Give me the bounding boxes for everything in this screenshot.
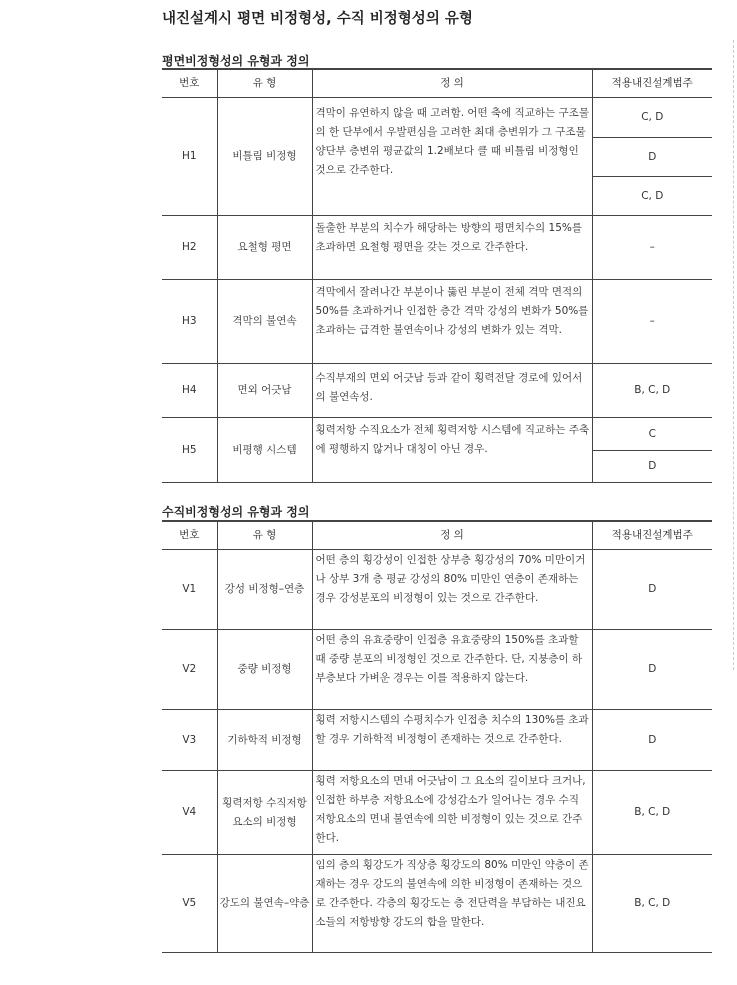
table-row xyxy=(162,98,712,138)
row-definition: 임의 층의 횡강도가 직상층 횡강도의 80% 미만인 약층이 존재하는 경우 강도의 불연속에 의한 비정형이 존재하는 것으로 간주한다. 각층의 횡강도는 층 전단력을 부담하는 내진요소들의 저항방향 강도의 합을 말한다. xyxy=(312,855,592,953)
row-definition: 횡력 저항요소의 면내 어긋남이 그 요소의 길이보다 크거나, 인접한 하부층 저항요소에 강성감소가 일어나는 경우 수직 저항요소의 면내 불연속에 의한 비정형이 있는 것으로 간주한다. xyxy=(312,771,592,855)
column-header-no: 번호 xyxy=(162,521,217,550)
page-edge-divider xyxy=(733,40,734,670)
plan-irregularity-heading: 평면비정형성의 유형과 정의 xyxy=(162,54,310,68)
row-no: V1 xyxy=(162,550,217,630)
row-type: 강성 비정형–연층 xyxy=(217,550,312,630)
row-no: H2 xyxy=(162,216,217,280)
vertical-irregularity-table xyxy=(162,520,712,953)
page-title: 내진설계시 평면 비정형성, 수직 비정형성의 유형 xyxy=(162,11,473,27)
table-row xyxy=(162,550,712,630)
row-category: D xyxy=(592,630,712,710)
column-header-definition: 정 의 xyxy=(312,521,592,550)
column-header-category: 적용내진설계범주 xyxy=(592,69,712,98)
table-row xyxy=(162,216,712,280)
row-type: 격막의 불연속 xyxy=(217,280,312,364)
row-no: V3 xyxy=(162,710,217,771)
row-category: D xyxy=(592,451,712,483)
row-type: 강도의 불연속–약층 xyxy=(217,855,312,953)
row-type: 면외 어긋남 xyxy=(217,364,312,418)
table-row xyxy=(162,771,712,855)
table-row xyxy=(162,418,712,451)
table-row xyxy=(162,710,712,771)
table-row xyxy=(162,630,712,710)
row-definition: 어떤 층의 유효중량이 인접층 유효중량의 150%를 초과할 때 중량 분포의 비정형인 것으로 간주한다. 단, 지붕층이 하부층보다 가벼운 경우는 이를 적용하지 않는다. xyxy=(312,630,592,710)
row-type: 요철형 평면 xyxy=(217,216,312,280)
column-header-no: 번호 xyxy=(162,69,217,98)
table-header-row xyxy=(162,69,712,98)
row-definition: 수직부재의 면외 어긋남 등과 같이 횡력전달 경로에 있어서의 불연속성. xyxy=(312,364,592,418)
plan-irregularity-table xyxy=(162,68,712,483)
row-no: V5 xyxy=(162,855,217,953)
table-row xyxy=(162,280,712,364)
row-definition: 횡력 저항시스템의 수평치수가 인접층 치수의 130%를 초과할 경우 기하학적 비정형이 존재하는 것으로 간주한다. xyxy=(312,710,592,771)
column-header-category: 적용내진설계범주 xyxy=(592,521,712,550)
column-header-definition: 정 의 xyxy=(312,69,592,98)
row-category: C, D xyxy=(592,98,712,138)
row-type: 비평행 시스템 xyxy=(217,418,312,483)
row-definition: 격막에서 잘려나간 부분이나 뚫린 부분이 전체 격막 면적의 50%를 초과하거나 인접한 층간 격막 강성의 변화가 50%를 초과하는 급격한 불연속이나 강성의 변화가 있는 격막. xyxy=(312,280,592,364)
row-category: – xyxy=(592,216,712,280)
row-type: 기하학적 비정형 xyxy=(217,710,312,771)
row-no: H4 xyxy=(162,364,217,418)
row-category: – xyxy=(592,280,712,364)
row-category: D xyxy=(592,710,712,771)
row-type: 중량 비정형 xyxy=(217,630,312,710)
column-header-type: 유 형 xyxy=(217,69,312,98)
row-definition: 횡력저항 수직요소가 전체 횡력저항 시스템에 직교하는 주축에 평행하지 않거나 대칭이 아닌 경우. xyxy=(312,418,592,483)
row-category: C, D xyxy=(592,177,712,216)
row-category: B, C, D xyxy=(592,364,712,418)
row-no: V2 xyxy=(162,630,217,710)
row-definition: 격막이 유연하지 않을 때 고려함. 어떤 축에 직교하는 구조물의 한 단부에서 우발편심을 고려한 최대 층변위가 그 구조물 양단부 층변위 평균값의 1.2배보다 클 때 비틀림 비정형인 것으로 간주한다. xyxy=(312,98,592,216)
row-definition: 어떤 층의 횡강성이 인접한 상부층 횡강성의 70% 미만이거나 상부 3개 층 평균 강성의 80% 미만인 연층이 존재하는 경우 강성분포의 비정형이 있는 것으로 간주한다. xyxy=(312,550,592,630)
row-definition: 돌출한 부분의 치수가 해당하는 방향의 평면치수의 15%를 초과하면 요철형 평면을 갖는 것으로 간주한다. xyxy=(312,216,592,280)
vertical-irregularity-heading: 수직비정형성의 유형과 정의 xyxy=(162,505,310,519)
row-category: B, C, D xyxy=(592,771,712,855)
row-no: H3 xyxy=(162,280,217,364)
row-type: 횡력저항 수직저항요소의 비정형 xyxy=(217,771,312,855)
row-category: B, C, D xyxy=(592,855,712,953)
row-no: H1 xyxy=(162,98,217,216)
table-row xyxy=(162,855,712,953)
table-row xyxy=(162,364,712,418)
row-category: C xyxy=(592,418,712,451)
row-no: H5 xyxy=(162,418,217,483)
row-category: D xyxy=(592,138,712,177)
row-type: 비틀림 비정형 xyxy=(217,98,312,216)
column-header-type: 유 형 xyxy=(217,521,312,550)
row-category: D xyxy=(592,550,712,630)
row-no: V4 xyxy=(162,771,217,855)
table-header-row xyxy=(162,521,712,550)
